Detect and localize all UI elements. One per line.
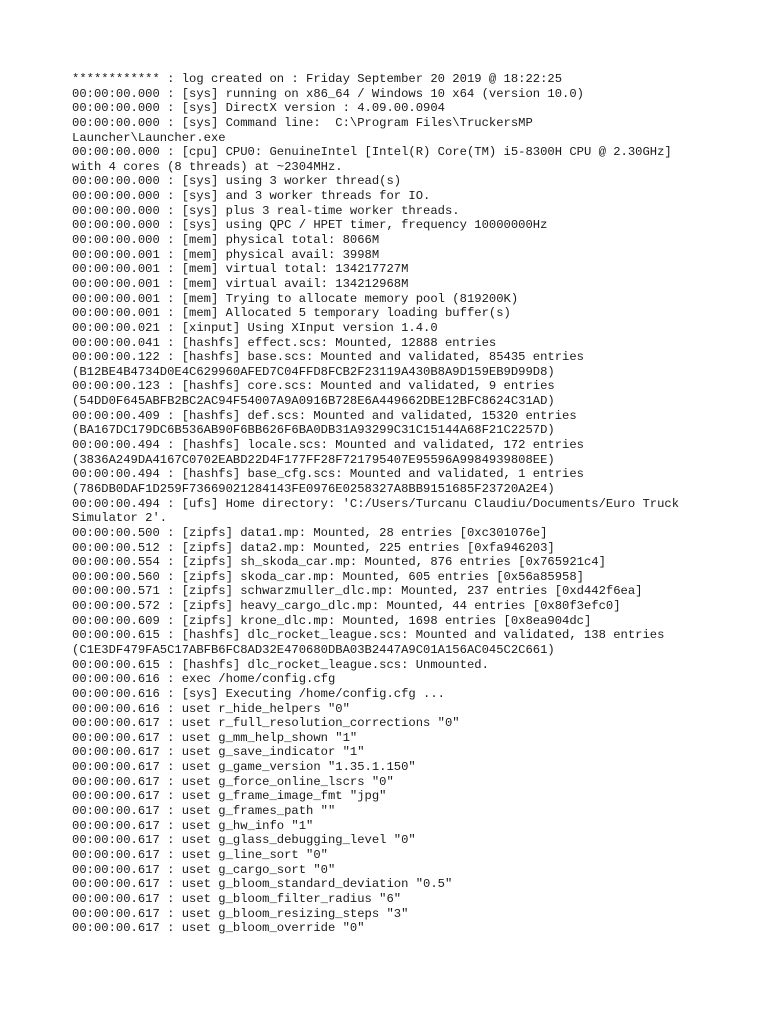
log-line: 00:00:00.617 : uset g_frames_path ""	[72, 804, 336, 819]
log-line: (C1E3DF479FA5C17ABFB6FC8AD32E470680DBA03B2447A9C01A156AC045C2C661)	[72, 642, 555, 657]
log-line: 00:00:00.616 : [sys] Executing /home/config.cfg ...	[72, 686, 445, 701]
log-line: Simulator 2'.	[72, 511, 168, 526]
log-line: 00:00:00.409 : [hashfs] def.scs: Mounted and validated, 15320 entries	[72, 408, 577, 423]
log-line: 00:00:00.560 : [zipfs] skoda_car.mp: Mounted, 605 entries [0x56a85958]	[72, 569, 584, 584]
log-line: with 4 cores (8 threads) at ~2304MHz.	[72, 159, 343, 174]
log-line: 00:00:00.041 : [hashfs] effect.scs: Mounted, 12888 entries	[72, 335, 497, 350]
log-line: 00:00:00.617 : uset g_hw_info "1"	[72, 818, 314, 833]
log-line: 00:00:00.000 : [sys] Command line: C:\Program Files\TruckersMP	[72, 115, 533, 130]
log-line: 00:00:00.616 : exec /home/config.cfg	[72, 672, 336, 687]
log-line: 00:00:00.617 : uset g_glass_debugging_level "0"	[72, 833, 416, 848]
log-line: Launcher\Launcher.exe	[72, 130, 226, 145]
log-line: 00:00:00.616 : uset r_hide_helpers "0"	[72, 701, 350, 716]
log-line: 00:00:00.572 : [zipfs] heavy_cargo_dlc.mp: Mounted, 44 entries [0x80f3efc0]	[72, 599, 621, 614]
log-line: 00:00:00.000 : [sys] running on x86_64 / Windows 10 x64 (version 10.0)	[72, 86, 584, 101]
log-line: 00:00:00.512 : [zipfs] data2.mp: Mounted, 225 entries [0xfa946203]	[72, 540, 555, 555]
log-line: 00:00:00.494 : [ufs] Home directory: 'C:/Users/Turcanu Claudiu/Documents/Euro Truck	[72, 496, 680, 511]
log-line: 00:00:00.122 : [hashfs] base.scs: Mounted and validated, 85435 entries	[72, 350, 584, 365]
log-line: (3836A249DA4167C0702EABD22D4F177FF28F721795407E95596A9984939808EE)	[72, 452, 555, 467]
log-line: (786DB0DAF1D259F73669021284143FE0976E0258327A8BB9151685F23720A2E4)	[72, 481, 555, 496]
log-line: 00:00:00.000 : [sys] DirectX version : 4.09.00.0904	[72, 101, 445, 116]
log-line: 00:00:00.001 : [mem] Allocated 5 temporary loading buffer(s)	[72, 306, 511, 321]
log-line: 00:00:00.617 : uset r_full_resolution_corrections "0"	[72, 716, 460, 731]
log-line: 00:00:00.000 : [sys] and 3 worker threads for IO.	[72, 189, 431, 204]
log-line: 00:00:00.000 : [sys] plus 3 real-time worker threads.	[72, 203, 460, 218]
log-line: 00:00:00.617 : uset g_game_version "1.35.1.150"	[72, 760, 416, 775]
log-line: 00:00:00.617 : uset g_bloom_filter_radius "6"	[72, 891, 402, 906]
log-line: 00:00:00.554 : [zipfs] sh_skoda_car.mp: Mounted, 876 entries [0x765921c4]	[72, 555, 606, 570]
log-line: 00:00:00.617 : uset g_frame_image_fmt "jpg"	[72, 789, 387, 804]
log-line: 00:00:00.617 : uset g_save_indicator "1"	[72, 745, 365, 760]
log-line: 00:00:00.617 : uset g_bloom_resizing_steps "3"	[72, 906, 409, 921]
log-line: (B12BE4B4734D0E4C629960AFED7C04FFD8FCB2F23119A430B8A9D159EB9D99D8)	[72, 364, 555, 379]
log-line: 00:00:00.615 : [hashfs] dlc_rocket_league.scs: Mounted and validated, 138 entries	[72, 628, 665, 643]
log-line: (54DD0F645ABFB2BC2AC94F54007A9A0916B728E6A449662DBE12BFC8624C31AD)	[72, 394, 555, 409]
log-line: 00:00:00.615 : [hashfs] dlc_rocket_league.scs: Unmounted.	[72, 657, 489, 672]
log-line: ************ : log created on : Friday September 20 2019 @ 18:22:25	[72, 72, 563, 86]
log-line: 00:00:00.617 : uset g_force_online_lscrs "0"	[72, 774, 394, 789]
log-line: 00:00:00.000 : [cpu] CPU0: GenuineIntel [Intel(R) Core(TM) i5-8300H CPU @ 2.30GHz]	[72, 145, 672, 160]
log-line: (BA167DC179DC6B536AB90F6BB626F6BA0DB31A93299C31C15144A68F21C2257D)	[72, 423, 555, 438]
log-line: 00:00:00.000 : [sys] using QPC / HPET timer, frequency 10000000Hz	[72, 218, 548, 233]
log-line: 00:00:00.001 : [mem] Trying to allocate memory pool (819200K)	[72, 291, 519, 306]
log-line: 00:00:00.571 : [zipfs] schwarzmuller_dlc.mp: Mounted, 237 entries [0xd442f6ea]	[72, 584, 643, 599]
log-body	[72, 72, 712, 936]
log-line: 00:00:00.617 : uset g_line_sort "0"	[72, 847, 328, 862]
log-line: 00:00:00.021 : [xinput] Using XInput version 1.4.0	[72, 320, 438, 335]
log-line: 00:00:00.617 : uset g_bloom_standard_deviation "0.5"	[72, 877, 453, 892]
log-document	[72, 72, 712, 936]
log-line: 00:00:00.123 : [hashfs] core.scs: Mounted and validated, 9 entries	[72, 379, 555, 394]
log-line: 00:00:00.001 : [mem] virtual total: 134217727M	[72, 262, 409, 277]
log-line: 00:00:00.494 : [hashfs] locale.scs: Mounted and validated, 172 entries	[72, 438, 584, 453]
log-line: 00:00:00.001 : [mem] virtual avail: 134212968M	[72, 276, 409, 291]
log-line: 00:00:00.494 : [hashfs] base_cfg.scs: Mounted and validated, 1 entries	[72, 467, 584, 482]
log-line: 00:00:00.001 : [mem] physical avail: 3998M	[72, 247, 380, 262]
log-line: 00:00:00.617 : uset g_bloom_override "0"	[72, 921, 365, 936]
log-line: 00:00:00.000 : [sys] using 3 worker thread(s)	[72, 174, 402, 189]
log-line: 00:00:00.500 : [zipfs] data1.mp: Mounted, 28 entries [0xc301076e]	[72, 525, 548, 540]
log-line: 00:00:00.609 : [zipfs] krone_dlc.mp: Mounted, 1698 entries [0x8ea904dc]	[72, 613, 592, 628]
log-line: 00:00:00.617 : uset g_mm_help_shown "1"	[72, 730, 358, 745]
log-line: 00:00:00.000 : [mem] physical total: 8066M	[72, 233, 380, 248]
log-line: 00:00:00.617 : uset g_cargo_sort "0"	[72, 862, 336, 877]
